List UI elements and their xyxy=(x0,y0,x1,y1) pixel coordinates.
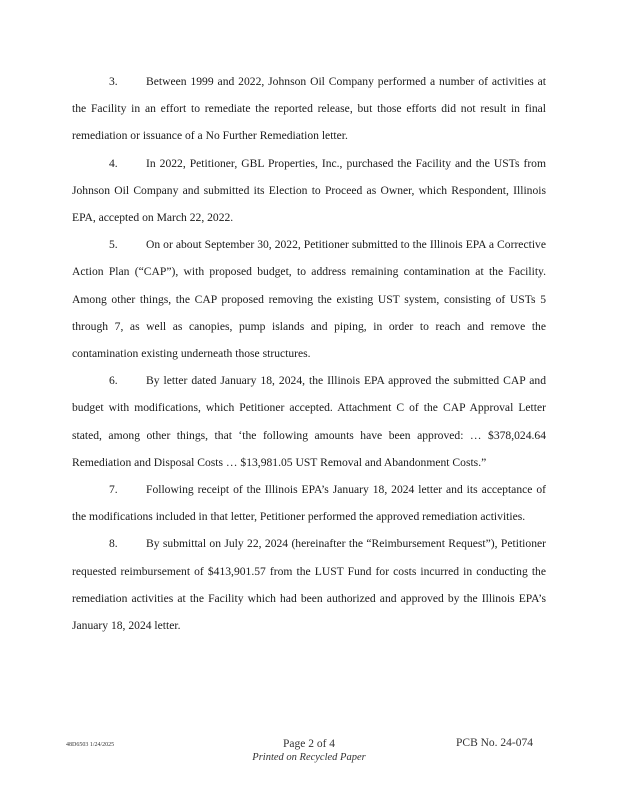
paragraph-number: 5. xyxy=(109,238,118,252)
paragraph-text: By letter dated January 18, 2024, the Illinois EPA approved the submitted CAP and budget with modifications, which Petitioner accepted. Attachment C of the CAP Approval Letter stated, among other things, that ‘the following amounts have been approved: … $378,024.64 Remediation and Disposal Costs … $13,981.05 UST Removal and Abandonment Costs.” xyxy=(72,374,546,469)
case-number: PCB No. 24-074 xyxy=(456,737,533,749)
page-number: Page 2 of 4 xyxy=(282,738,336,750)
paragraph-number: 4. xyxy=(109,156,118,170)
paragraph-text: On or about September 30, 2022, Petitioner submitted to the Illinois EPA a Corrective Action Plan (“CAP”), with proposed budget, to address remaining contamination at the Facility. Among other things, the CAP proposed removing the existing UST system, consisting of USTs 5 through 7, as well as canopies, pump islands and piping, in order to reach and remove the contamination existing underneath those structures. xyxy=(72,238,546,361)
paragraph-7 xyxy=(72,476,546,530)
footer-doc-id: 48D6503 1/24/2025 xyxy=(66,742,115,748)
paragraph-text: In 2022, Petitioner, GBL Properties, Inc., purchased the Facility and the USTs from Johnson Oil Company and submitted its Election to Proceed as Owner, which Respondent, Illinois EPA, accepted on March 22, 2022. xyxy=(72,156,546,225)
paragraph-5 xyxy=(72,231,546,367)
document-body xyxy=(72,68,546,639)
paragraph-8 xyxy=(72,530,546,639)
paragraph-4 xyxy=(72,150,546,232)
paragraph-3 xyxy=(72,68,546,150)
paragraph-number: 6. xyxy=(109,374,118,388)
recycled-note: Printed on Recycled Paper xyxy=(252,752,366,763)
paragraph-text: By submittal on July 22, 2024 (hereinafter the “Reimbursement Request”), Petitioner requested reimbursement of $413,901.57 from the LUST Fund for costs incurred in conducting the remediation activities at the Facility which had been authorized and approved by the Illinois EPA’s January 18, 2024 letter. xyxy=(72,537,546,633)
paragraph-number: 7. xyxy=(109,483,118,497)
paragraph-number: 3. xyxy=(109,75,118,88)
paragraph-text: Following receipt of the Illinois EPA’s January 18, 2024 letter and its acceptance of the modifications included in that letter, Petitioner performed the approved remediation activities. xyxy=(72,483,546,524)
paragraph-text: Between 1999 and 2022, Johnson Oil Company performed a number of activities at the Facility in an effort to remediate the reported release, but those efforts did not result in final remediation or issuance of a No Further Remediation letter. xyxy=(72,75,546,143)
paragraph-6 xyxy=(72,367,546,476)
paragraph-number: 8. xyxy=(109,537,118,551)
